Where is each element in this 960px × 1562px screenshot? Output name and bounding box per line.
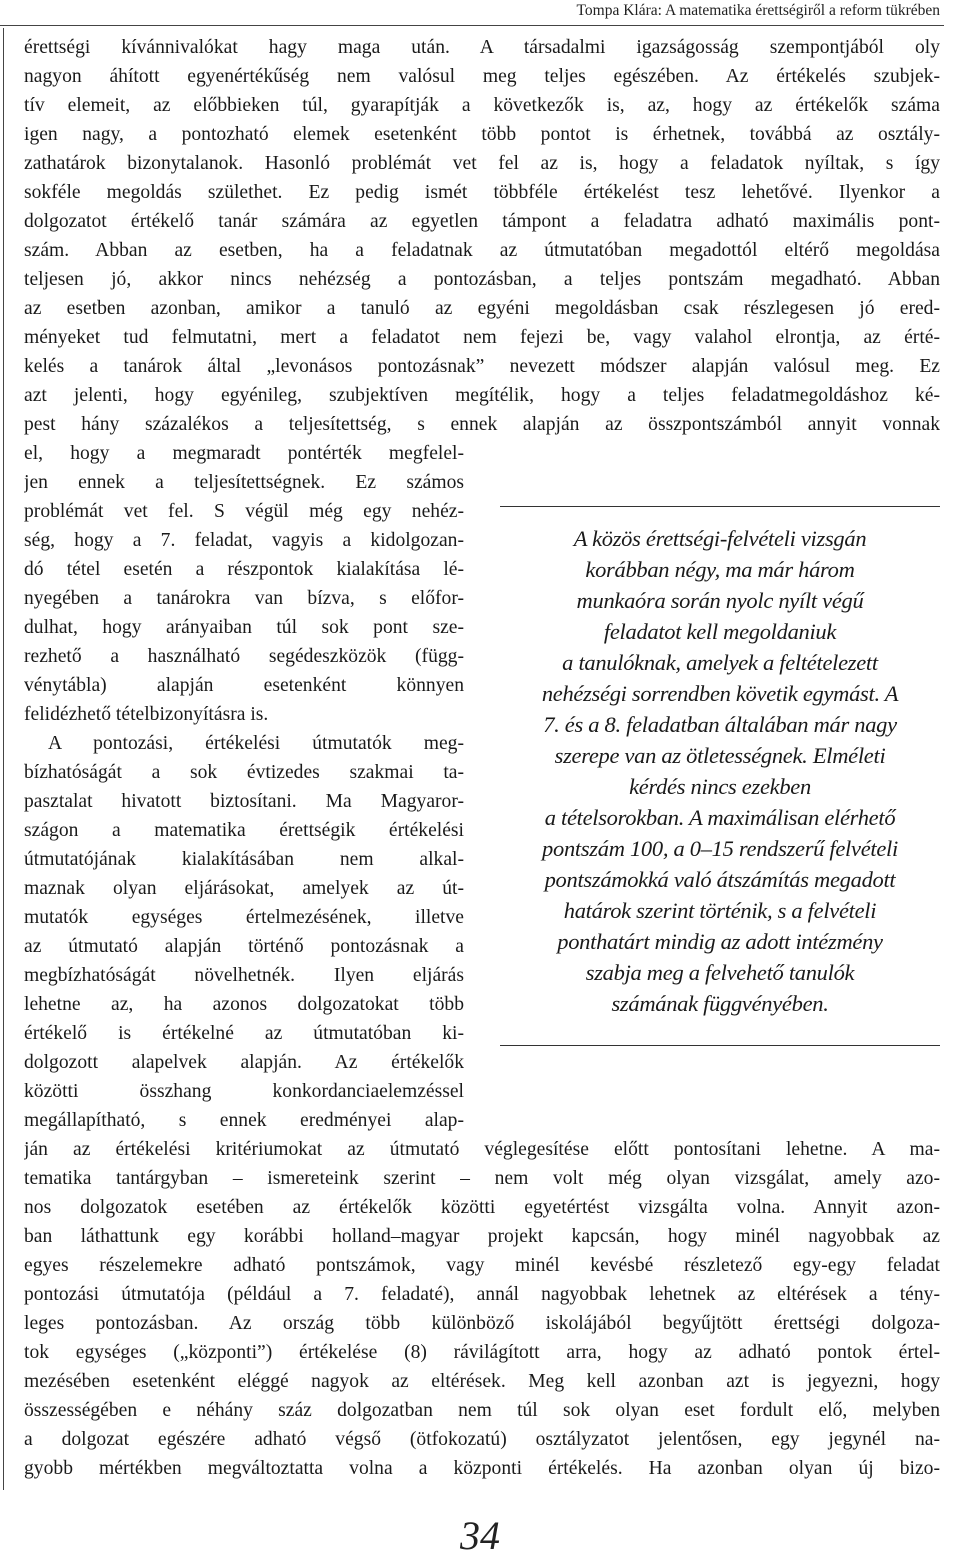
- text-line: A pontozási, értékelési útmutatók meg-: [48, 733, 464, 754]
- text-line: pest hány százalékos a teljesítettség, s ennek alapján az összpontszámból annyit vonnak: [24, 414, 940, 435]
- text-line: dulhat, hogy arányaiban túl sok pont sze-: [24, 617, 464, 638]
- text-line: pontozási útmutatója (például a 7. feladaté), annál nagyobbak lehetnek az eltérések a tény-: [24, 1284, 940, 1305]
- text-line: ján az értékelési kritériumokat az útmutató véglegesítése előtt pontosítani lehetne. A ma-: [24, 1139, 940, 1160]
- text-line: ményeket tud felmutatni, mert a feladatot nem fejezi be, vagy valahol elrontja, az érté-: [24, 327, 940, 348]
- text-line: vénytábla) alapján esetenként könnyen: [24, 675, 464, 696]
- text-line: az esetben azonban, amikor a tanuló az egyéni megoldásban csak részlegesen jó ered-: [24, 298, 940, 319]
- page-number: 34: [460, 1513, 500, 1558]
- text-line: igen nagy, a pontozható elemek esetenként több pontot is érhetnek, továbbá az osztály-: [24, 124, 940, 145]
- text-line: nyegében a tanárokra van bízva, s előfor-: [24, 588, 464, 609]
- text-line: egyes részelemekre adható pontszámok, vagy minél kevésbé részletező egy-egy feladat: [24, 1255, 940, 1276]
- text-line: ség, hogy a 7. feladat, vagyis a kidolgozan-: [24, 530, 464, 551]
- text-line: tok egységes („központi”) értékelése (8) rávilágított arra, hogy az adható pontok értel-: [24, 1342, 940, 1363]
- text-line: a dolgozat egészére adható végső (ötfokozatú) osztályzatot jelentősen, egy jegynél na-: [24, 1429, 940, 1450]
- pullquote-line: munkaóra során nyolc nyílt végű: [576, 588, 864, 613]
- pullquote-text: [500, 523, 940, 1019]
- text-line: maznak olyan eljárásokat, amelyek az út-: [24, 878, 464, 899]
- pullquote-line: nehézségi sorrendben követik egymást. A: [541, 681, 899, 706]
- text-line: pasztalat hivatott biztosítani. Ma Magyaror-: [24, 791, 464, 812]
- text-line: dó tétel esetén a részpontok kialakítása lé-: [24, 559, 464, 580]
- pullquote-line: ponthatárt mindig az adott intézmény: [557, 929, 883, 954]
- text-line: nagyon áhított egyenértékűség nem valósul meg teljes egészében. Az értékelés szubjek-: [24, 66, 940, 87]
- text-line: az útmutató alapján történő pontozásnak a: [24, 936, 464, 957]
- text-line: kelés a tanárok által „levonásos pontozásnak” nevezett módszer alapján valósul meg. Ez: [24, 356, 940, 377]
- text-line: mezésében esetenként eléggé nagyok az eltérések. Meg kell azonban azt is jegyezni, hogy: [24, 1371, 940, 1392]
- text-line: sokféle megoldás születhet. Ez pedig ismét többféle értékelést tesz lehetővé. Ilyenkor a: [24, 182, 940, 203]
- text-line: szám. Abban az esetben, ha a feladatnak az útmutatóban megadottól eltérő megoldása: [24, 240, 940, 261]
- text-line: értékelő is értékelné az útmutatóban ki-: [24, 1023, 464, 1044]
- pullquote-line: a tételsorokban. A maximálisan elérhető: [544, 805, 896, 830]
- text-line: megállapítható, s ennek eredményei alap-: [24, 1110, 464, 1131]
- text-line: bízhatóságát a sok évtizedes szakmai ta-: [24, 762, 464, 783]
- header-rule: [0, 25, 944, 26]
- text-line: azt jelenti, hogy egyénileg, szubjektíven megítélik, hogy a teljes feladatmegoldáshoz ké-: [24, 385, 940, 406]
- text-line: mutatók egységes értelmezésének, illetve: [24, 907, 464, 928]
- pullquote-box: [500, 506, 940, 1046]
- pullquote-line: kérdés nincs ezekben: [629, 774, 811, 799]
- text-line: dolgozatot értékelő tanár számára az egyetlen támpont a feladatra adható maximális pont-: [24, 211, 940, 232]
- text-line: szágon a matematika érettségik értékelési: [24, 820, 464, 841]
- text-line: zathatárok bizonytalanok. Hasonló problémát vet fel az is, hogy a feladatok nyíltak, s így: [24, 153, 940, 174]
- text-line: nos dolgozatok esetében az értékelők közötti egyetértést vizsgálta volna. Annyit azon-: [24, 1197, 940, 1218]
- running-head-title: Tompa Klára: A matematika érettségiről a reform tükrében: [576, 2, 940, 19]
- text-line: érettségi kívánnivalókat hagy maga után. A társadalmi igazságosság szempontjából oly: [24, 37, 940, 58]
- text-line: összességében e néhány száz dolgozatban nem túl sok olyan eset fordult elő, melyben: [24, 1400, 940, 1421]
- text-line: jen ennek a teljesítettségnek. Ez számos: [24, 472, 464, 493]
- text-line: tematika tantárgyban – ismereteink szerint – nem volt még olyan vizsgálat, amely azo-: [24, 1168, 940, 1189]
- text-line: útmutatójának kialakításában nem alkal-: [24, 849, 464, 870]
- pullquote-line: A közös érettségi-felvételi vizsgán: [573, 526, 867, 551]
- text-line: teljesen jó, akkor nincs nehézség a pontozásban, a teljes pontszám megadható. Abban: [24, 269, 940, 290]
- pullquote-line: határok szerint történik, s a felvételi: [563, 898, 877, 923]
- pullquote-line: 7. és a 8. feladatban általában már nagy: [543, 712, 897, 737]
- pullquote-line: pontszám 100, a 0–15 rendszerű felvételi: [542, 836, 898, 861]
- text-line: felidézhető tételbizonyításra is.: [24, 704, 269, 725]
- pullquote-line: a tanulóknak, amelyek a feltételezett: [562, 650, 878, 675]
- text-line: leges pontozásban. Az ország több különböző iskolájából begyűjtött érettségi dolgoza-: [24, 1313, 940, 1334]
- text-line: közötti összhang konkordanciaelemzéssel: [24, 1081, 464, 1102]
- text-line: gyobb mértékben megváltoztatta volna a központi értékelés. Ha azonban olyan új bizo-: [24, 1458, 940, 1479]
- left-margin-rule: [3, 28, 4, 1490]
- text-line: problémát vet fel. S végül még egy nehéz-: [24, 501, 464, 522]
- pullquote-line: szabja meg a felvehető tanulók: [585, 960, 855, 985]
- text-line: el, hogy a megmaradt pontérték megfelel-: [24, 443, 464, 464]
- pullquote-line: feladatot kell megoldaniuk: [603, 619, 837, 644]
- text-line: ban láthattunk egy korábbi holland–magyar projekt kapcsán, hogy minél nagyobbak az: [24, 1226, 940, 1247]
- pullquote-line: pontszámokká való átszámítás megadott: [544, 867, 896, 892]
- pullquote-line: szerepe van az ötletességnek. Elméleti: [554, 743, 886, 768]
- text-line: dolgozott alapelvek alapján. Az értékelők: [24, 1052, 464, 1073]
- pullquote-line: korábban négy, ma már három: [585, 557, 855, 582]
- pullquote-line: számának függvényében.: [611, 991, 829, 1016]
- text-line: megbízhatóságát növelhetnék. Ilyen eljárás: [24, 965, 464, 986]
- text-line: rezhető a használható segédeszközök (függ-: [24, 646, 464, 667]
- text-line: lehetne az, ha azonos dolgozatokat több: [24, 994, 464, 1015]
- text-line: tív elemeit, az előbbieken túl, gyarapítják a következők is, az, hogy az értékelők száma: [24, 95, 940, 116]
